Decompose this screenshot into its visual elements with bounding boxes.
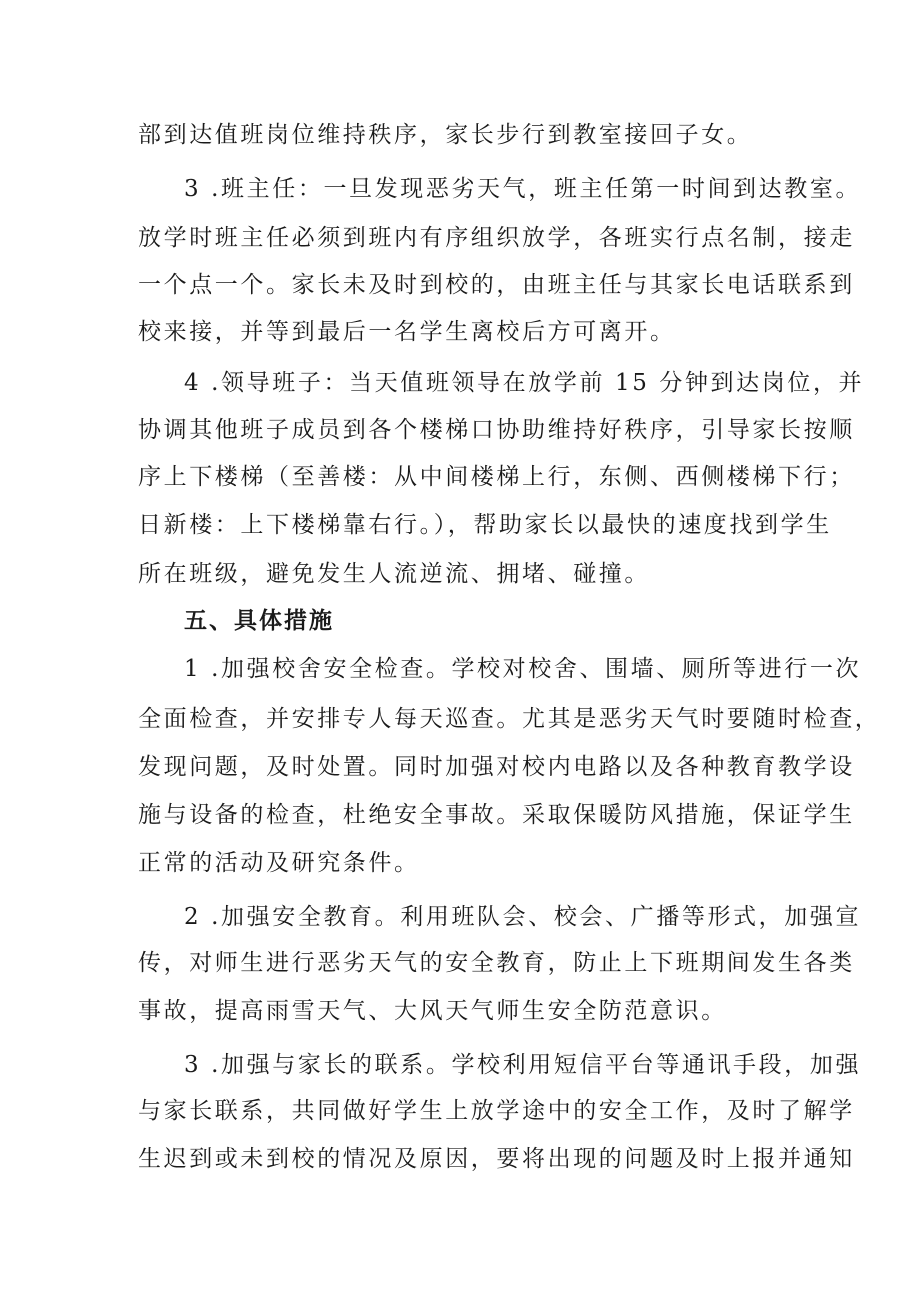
paragraph-line: 生迟到或未到校的情况及原因，要将出现的问题及时上报并通知 — [138, 1146, 855, 1172]
paragraph-line: 校来接，并等到最后一名学生离校后方可离开。 — [138, 319, 676, 345]
paragraph-line: 发现问题，及时处置。同时加强对校内电路以及各种教育教学设 — [138, 754, 855, 780]
paragraph-line: 放学时班主任必须到班内有序组织放学，各班实行点名制，接走 — [138, 225, 855, 251]
paragraph-line: 3 .班主任：一旦发现恶劣天气，班主任第一时间到达教室。 — [184, 176, 862, 202]
paragraph-line: 序上下楼梯（至善楼：从中间楼梯上行，东侧、西侧楼梯下行； — [138, 464, 855, 490]
paragraph-line: 事故，提高雨雪天气、大风天气师生安全防范意识。 — [138, 998, 727, 1024]
paragraph-line: 所在班级，避免发生人流逆流、拥堵、碰撞。 — [138, 561, 650, 587]
paragraph-line: 施与设备的检查，杜绝安全事故。采取保暖防风措施，保证学生 — [138, 802, 855, 828]
paragraph-line: 部到达值班岗位维持秩序，家长步行到教室接回子女。 — [138, 122, 753, 148]
paragraph-line: 正常的活动及研究条件。 — [138, 850, 420, 876]
paragraph-line: 日新楼：上下楼梯靠右行。），帮助家长以最快的速度找到学生 — [138, 512, 832, 538]
paragraph-line: 4 .领导班子：当天值班领导在放学前 15 分钟到达岗位，并 — [184, 370, 865, 396]
paragraph-line: 3 .加强与家长的联系。学校利用短信平台等通讯手段，加强 — [184, 1052, 862, 1078]
paragraph-line: 一个点一个。家长未及时到校的，由班主任与其家长电话联系到 — [138, 272, 855, 298]
paragraph-line: 与家长联系，共同做好学生上放学途中的安全工作，及时了解学 — [138, 1098, 855, 1124]
paragraph-line: 协调其他班子成员到各个楼梯口协助维持好秩序，引导家长按顺 — [138, 417, 855, 443]
paragraph-line: 1 .加强校舍安全检查。学校对校舍、围墙、厕所等进行一次 — [184, 656, 862, 682]
section-heading: 五、具体措施 — [184, 608, 334, 634]
paragraph-line: 传，对师生进行恶劣天气的安全教育，防止上下班期间发生各类 — [138, 950, 855, 976]
paragraph-line: 全面检查，并安排专人每天巡查。尤其是恶劣天气时要随时检查， — [138, 706, 881, 732]
paragraph-line: 2 .加强安全教育。利用班队会、校会、广播等形式，加强宣 — [184, 904, 862, 930]
